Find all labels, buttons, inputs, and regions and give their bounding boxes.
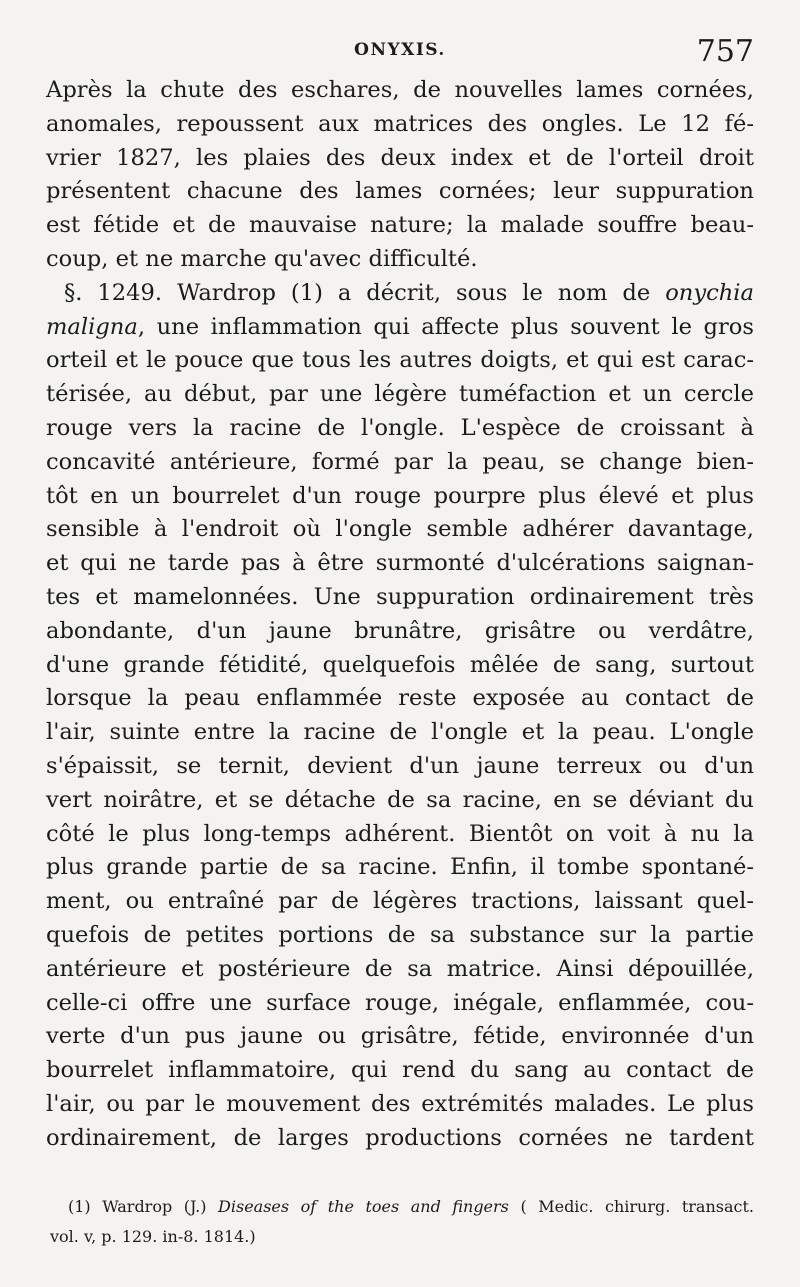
text-line: est fétide et de mauvaise nature; la malade souffre beau-	[46, 212, 754, 239]
text-line: l'air, suinte entre la racine de l'ongle et la peau. L'ongle	[46, 719, 754, 746]
footnote	[50, 1192, 754, 1252]
text-segment: , une inflammation qui affecte plus souvent le gros	[137, 313, 754, 340]
text-line: celle-ci offre une surface rouge, inégale, enflammée, cou-	[46, 989, 754, 1016]
footnote-line	[50, 1192, 754, 1222]
footnote-title: Diseases of the toes and fingers	[218, 1197, 509, 1216]
text-line: ment, ou entraîné par de légères tractions, laissant quel-	[46, 888, 754, 915]
text-line: térisée, au début, par une légère tuméfaction et un cercle	[46, 381, 754, 408]
text-segment: §. 1249. Wardrop (1) a décrit, sous le nom de	[64, 279, 651, 306]
text-line: orteil et le pouce que tous les autres doigts, et qui est carac-	[46, 347, 754, 374]
italic-term: maligna	[46, 313, 138, 340]
text-line: plus grande partie de sa racine. Enfin, il tombe spontané-	[46, 854, 754, 881]
text-line: coup, et ne marche qu'avec difficulté.	[46, 245, 478, 272]
text-line	[46, 311, 754, 345]
text-line: vrier 1827, les plaies des deux index et de l'orteil droit	[46, 144, 754, 171]
text-line: Après la chute des eschares, de nouvelles lames cornées,	[46, 77, 754, 103]
page-number: 757	[696, 34, 754, 69]
text-line: tôt en un bourrelet d'un rouge pourpre plus élevé et plus	[46, 482, 754, 509]
footnote-source: ( Medic. chirurg. transact.	[520, 1197, 755, 1216]
text-line: quefois de petites portions de sa substance sur la partie	[46, 921, 754, 948]
text-line: sensible à l'endroit où l'ongle semble adhérer davantage,	[46, 516, 754, 543]
text-line: abondante, d'un jaune brunâtre, grisâtre ou verdâtre,	[46, 617, 754, 644]
text-line: et qui ne tarde pas à être surmonté d'ulcérations saignan-	[46, 550, 754, 577]
text-line: verte d'un pus jaune ou grisâtre, fétide, environnée d'un	[46, 1023, 754, 1050]
text-line: antérieure et postérieure de sa matrice. Ainsi dépouillée,	[46, 955, 754, 982]
text-line: rouge vers la racine de l'ongle. L'espèce de croissant à	[46, 414, 754, 441]
text-line: anomales, repoussent aux matrices des ongles. Le 12 fé-	[46, 110, 754, 137]
text-line: s'épaissit, se ternit, devient d'un jaune terreux ou d'un	[46, 752, 754, 779]
text-line: présentent chacune des lames cornées; leur suppuration	[46, 178, 754, 205]
footnote-line: vol. v, p. 129. in-8. 1814.)	[50, 1227, 256, 1246]
text-line	[46, 277, 754, 311]
running-title: ONYXIS.	[354, 40, 446, 60]
text-line: d'une grande fétidité, quelquefois mêlée de sang, surtout	[46, 651, 754, 678]
text-line: ordinairement, de larges productions cornées ne tardent	[46, 1124, 754, 1151]
italic-term: onychia	[665, 279, 755, 306]
text-line: l'air, ou par le mouvement des extrémités malades. Le plus	[46, 1090, 754, 1117]
text-line: lorsque la peau enflammée reste exposée au contact de	[46, 685, 754, 712]
page-header	[46, 34, 754, 74]
footnote-marker: (1) Wardrop (J.)	[68, 1197, 207, 1216]
text-line: vert noirâtre, et se détache de sa racine, en se déviant du	[46, 786, 754, 813]
text-line: côté le plus long-temps adhérent. Bientôt on voit à nu la	[46, 820, 754, 847]
text-line: tes et mamelonnées. Une suppuration ordinairement très	[46, 583, 754, 610]
text-line: concavité antérieure, formé par la peau, se change bien-	[46, 448, 754, 475]
text-line: bourrelet inflammatoire, qui rend du sang au contact de	[46, 1057, 754, 1084]
body-text	[46, 74, 754, 1156]
